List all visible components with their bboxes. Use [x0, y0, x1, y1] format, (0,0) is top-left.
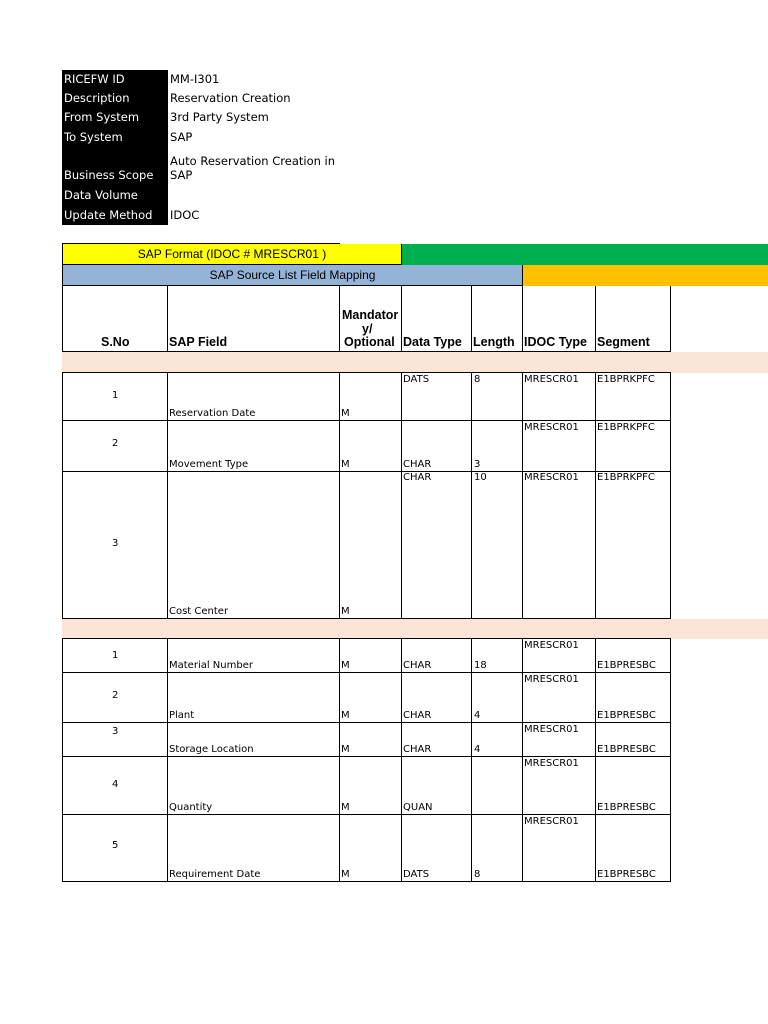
cell-sno: 2	[62, 421, 168, 472]
cell-length	[472, 757, 523, 815]
label-update-method: Update Method	[62, 205, 168, 225]
cell-mand: M	[340, 723, 402, 757]
cell-sno: 3	[62, 723, 168, 757]
col-head-segment-cell	[596, 286, 671, 352]
cell-idoc: MRESCR01	[523, 638, 596, 673]
cell-idoc: MRESCR01	[523, 757, 596, 815]
field-mapping-band: SAP Source List Field Mapping	[62, 265, 523, 286]
cell-dtype: CHAR	[402, 421, 472, 472]
label-to-system: To System	[62, 127, 168, 147]
cell-idoc: MRESCR01	[523, 421, 596, 472]
sap-format-band: SAP Format (IDOC # MRESCR01 )	[62, 244, 402, 265]
cell-mand: M	[340, 421, 402, 472]
cell-idoc: MRESCR01	[523, 673, 596, 723]
cell-dtype: QUAN	[402, 757, 472, 815]
section-separator-header	[62, 352, 768, 373]
col-head-mandatory-l1: Mandator	[342, 308, 399, 322]
cell-field: Material Number	[168, 638, 340, 673]
cell-dtype: DATS	[402, 372, 472, 421]
cell-mand: M	[340, 372, 402, 421]
cell-sno: 5	[62, 815, 168, 882]
cell-field: Quantity	[168, 757, 340, 815]
col-head-data-type: Data Type	[403, 335, 462, 349]
cell-mand: M	[340, 815, 402, 882]
label-data-volume: Data Volume	[62, 186, 168, 205]
cell-length: 18	[472, 638, 523, 673]
value-description: Reservation Creation	[170, 91, 291, 105]
cell-field: Requirement Date	[168, 815, 340, 882]
cell-field: Reservation Date	[168, 372, 340, 421]
cell-idoc: MRESCR01	[523, 372, 596, 421]
col-head-length: Length	[473, 335, 515, 349]
value-to-system: SAP	[170, 130, 193, 144]
cell-length: 8	[472, 372, 523, 421]
label-ricefw-id: RICEFW ID	[62, 70, 168, 89]
cell-length: 8	[472, 815, 523, 882]
cell-segment: E1BPRESBC	[596, 757, 671, 815]
cell-dtype: CHAR	[402, 472, 472, 619]
cell-dtype: CHAR	[402, 673, 472, 723]
col-head-sap-field-cell	[168, 286, 340, 352]
cell-dtype: CHAR	[402, 638, 472, 673]
cell-segment: E1BPRKPFC	[596, 372, 671, 421]
label-description: Description	[62, 89, 168, 108]
col-head-idoc-type-cell	[523, 286, 596, 352]
label-from-system: From System	[62, 108, 168, 127]
value-update-method: IDOC	[170, 208, 200, 222]
cell-segment: E1BPRKPFC	[596, 472, 671, 619]
col-head-sno: S.No	[101, 335, 130, 349]
cell-segment: E1BPRKPFC	[596, 421, 671, 472]
cell-segment: E1BPRESBC	[596, 815, 671, 882]
cell-mand: M	[340, 638, 402, 673]
cell-length: 4	[472, 723, 523, 757]
cell-segment: E1BPRESBC	[596, 638, 671, 673]
cell-segment: E1BPRESBC	[596, 723, 671, 757]
cell-length: 3	[472, 421, 523, 472]
cell-length: 10	[472, 472, 523, 619]
col-head-length-cell	[472, 286, 523, 352]
col-head-mandatory-cell	[340, 286, 402, 352]
col-head-data-type-cell	[402, 286, 472, 352]
cell-sno: 1	[62, 638, 168, 673]
cell-mand: M	[340, 673, 402, 723]
value-business-scope-line1: Auto Reservation Creation in	[170, 154, 336, 168]
cell-idoc: MRESCR01	[523, 723, 596, 757]
value-ricefw-id: MM-I301	[170, 72, 220, 86]
col-head-sno-cell	[62, 286, 168, 352]
value-from-system: 3rd Party System	[170, 110, 269, 124]
cell-segment: E1BPRESBC	[596, 673, 671, 723]
col-head-segment: Segment	[597, 335, 650, 349]
cell-idoc: MRESCR01	[523, 815, 596, 882]
cell-sno: 3	[62, 472, 168, 619]
cell-field: Movement Type	[168, 421, 340, 472]
cell-field: Plant	[168, 673, 340, 723]
cell-length: 4	[472, 673, 523, 723]
cell-idoc: MRESCR01	[523, 472, 596, 619]
col-head-idoc-type: IDOC Type	[524, 335, 587, 349]
cell-field: Cost Center	[168, 472, 340, 619]
value-business-scope-line2: SAP	[170, 168, 193, 182]
cell-dtype: DATS	[402, 815, 472, 882]
section-separator-item	[62, 619, 768, 639]
cell-sno: 4	[62, 757, 168, 815]
cell-mand: M	[340, 757, 402, 815]
cell-dtype: CHAR	[402, 723, 472, 757]
cell-field: Storage Location	[168, 723, 340, 757]
label-business-scope: Business Scope	[62, 147, 168, 186]
cell-sno: 1	[62, 372, 168, 421]
cell-sno: 2	[62, 673, 168, 723]
col-head-mandatory-l2: y/	[362, 322, 373, 336]
col-head-sap-field: SAP Field	[169, 335, 228, 349]
col-head-mandatory-l3: Optional	[344, 335, 395, 349]
cell-mand: M	[340, 472, 402, 619]
